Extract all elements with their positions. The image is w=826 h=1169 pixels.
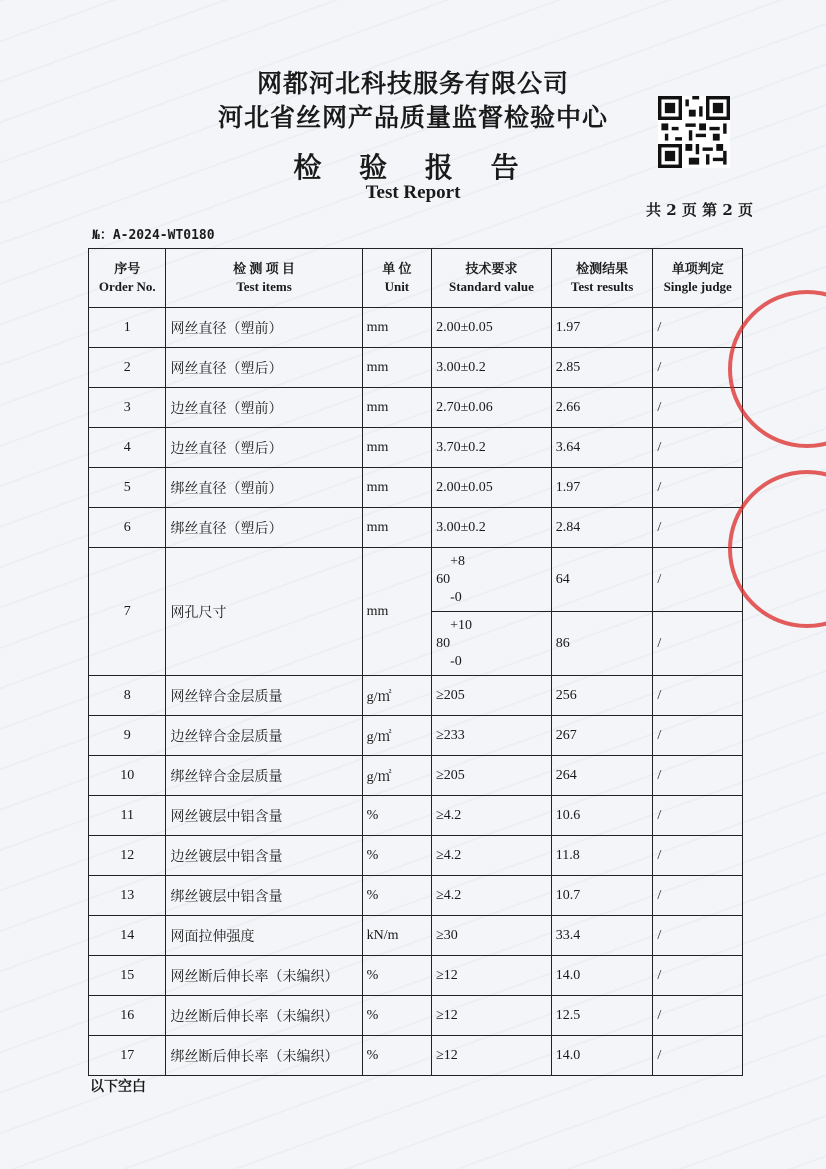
table-row (89, 428, 743, 468)
table-row (89, 836, 743, 876)
cell-order-no: 7 (89, 548, 166, 676)
standard-base: 60 (436, 571, 451, 587)
cell-result: 33.4 (551, 916, 653, 956)
cell-order-no: 12 (89, 836, 166, 876)
test-results-table (88, 248, 743, 1076)
cell-standard: ≥4.2 (432, 836, 552, 876)
table-row (89, 676, 743, 716)
standard-base: 80 (436, 635, 451, 651)
col-order-en: Order No. (98, 279, 156, 294)
cell-unit: mm (362, 508, 431, 548)
cell-test-item: 绑丝直径（塑后） (166, 508, 362, 548)
col-standard (432, 249, 552, 308)
cell-unit: mm (362, 348, 431, 388)
qr-code-icon (658, 96, 730, 168)
table-row (89, 468, 743, 508)
col-standard-en: Standard value (448, 279, 534, 294)
cell-judge: / (653, 996, 743, 1036)
cell-result: 11.8 (551, 836, 653, 876)
cell-unit: % (362, 996, 431, 1036)
standard-minus: -0 (450, 653, 462, 669)
cell-result: 2.85 (551, 348, 653, 388)
cell-standard: 3.00±0.2 (432, 348, 552, 388)
inspection-center-name: 河北省丝网产品质量监督检验中心 (217, 103, 608, 132)
cell-test-item: 网丝镀层中铝含量 (166, 796, 362, 836)
cell-judge: / (653, 676, 743, 716)
cell-result: 86 (551, 612, 653, 676)
cell-test-item: 网面拉伸强度 (166, 916, 362, 956)
cell-result: 64 (551, 548, 653, 612)
cell-order-no: 8 (89, 676, 166, 716)
cell-test-item: 边丝镀层中铝含量 (166, 836, 362, 876)
cell-standard: 2.00±0.05 (432, 468, 552, 508)
cell-test-item: 绑丝直径（塑前） (166, 468, 362, 508)
col-unit (362, 249, 431, 308)
cell-standard: 2.00±0.05 (432, 308, 552, 348)
table-row (89, 548, 743, 612)
cell-unit: % (362, 956, 431, 996)
table-row (89, 796, 743, 836)
cell-unit: % (362, 796, 431, 836)
col-judge-cn: 单项判定 (671, 261, 724, 276)
cell-unit: mm (362, 388, 431, 428)
cell-standard: 3.70±0.2 (432, 428, 552, 468)
cell-unit: % (362, 836, 431, 876)
cell-unit: g/㎡ (362, 756, 431, 796)
table-row (89, 508, 743, 548)
col-result-cn: 检测结果 (576, 261, 629, 276)
cell-judge: / (653, 956, 743, 996)
col-order-cn: 序号 (114, 261, 141, 276)
cell-judge: / (653, 548, 743, 612)
cell-standard: ≥205 (432, 756, 552, 796)
cell-judge: / (653, 508, 743, 548)
cell-test-item: 网孔尺寸 (166, 548, 362, 676)
cell-judge: / (653, 756, 743, 796)
cell-unit: mm (362, 468, 431, 508)
standard-minus: -0 (450, 589, 462, 605)
cell-standard: ≥205 (432, 676, 552, 716)
cell-test-item: 边丝锌合金层质量 (166, 716, 362, 756)
cell-standard: ≥12 (432, 956, 552, 996)
cell-result: 267 (551, 716, 653, 756)
cell-order-no: 6 (89, 508, 166, 548)
cell-unit: mm (362, 548, 431, 676)
cell-result: 10.6 (551, 796, 653, 836)
table-header-row (89, 249, 743, 308)
company-name: 网都河北科技服务有限公司 (256, 69, 569, 98)
cell-unit: g/㎡ (362, 716, 431, 756)
cell-result: 256 (551, 676, 653, 716)
cell-result: 2.66 (551, 388, 653, 428)
col-item-en: Test items (236, 279, 292, 294)
col-judge-en: Single judge (663, 279, 732, 294)
blank-below-note: 以下空白 (90, 1079, 146, 1095)
cell-order-no: 16 (89, 996, 166, 1036)
table-row (89, 756, 743, 796)
cell-order-no: 10 (89, 756, 166, 796)
standard-plus: +8 (450, 553, 465, 569)
report-number: №：A-2024-WT0180 (92, 228, 215, 243)
cell-order-no: 2 (89, 348, 166, 388)
cell-order-no: 1 (89, 308, 166, 348)
cell-unit: g/㎡ (362, 676, 431, 716)
cell-result: 14.0 (551, 956, 653, 996)
cell-test-item: 网丝直径（塑前） (166, 308, 362, 348)
cell-test-item: 边丝直径（塑前） (166, 388, 362, 428)
table-row (89, 348, 743, 388)
cell-result: 3.64 (551, 428, 653, 468)
col-item (166, 249, 362, 308)
cell-judge: / (653, 612, 743, 676)
col-item-cn: 检 测 项 目 (233, 261, 295, 276)
cell-result: 1.97 (551, 308, 653, 348)
cell-result: 264 (551, 756, 653, 796)
cell-order-no: 13 (89, 876, 166, 916)
table-row (89, 716, 743, 756)
cell-unit: % (362, 876, 431, 916)
cell-test-item: 网丝锌合金层质量 (166, 676, 362, 716)
cell-judge: / (653, 348, 743, 388)
cell-judge: / (653, 308, 743, 348)
table-row (89, 996, 743, 1036)
cell-judge: / (653, 716, 743, 756)
cell-result: 1.97 (551, 468, 653, 508)
report-title-en: Test Report (365, 182, 461, 203)
table-row (89, 1036, 743, 1076)
cell-test-item: 边丝断后伸长率（未编织） (166, 996, 362, 1036)
table-row (89, 876, 743, 916)
cell-unit: kN/m (362, 916, 431, 956)
cell-judge: / (653, 428, 743, 468)
cell-standard: ≥4.2 (432, 876, 552, 916)
table-row (89, 956, 743, 996)
col-standard-cn: 技术要求 (465, 261, 518, 276)
table-row (89, 916, 743, 956)
cell-result: 10.7 (551, 876, 653, 916)
cell-standard: ≥30 (432, 916, 552, 956)
col-unit-en: Unit (384, 279, 410, 294)
cell-judge: / (653, 876, 743, 916)
standard-plus: +10 (450, 617, 472, 633)
cell-judge: / (653, 388, 743, 428)
cell-order-no: 3 (89, 388, 166, 428)
col-result (551, 249, 653, 308)
cell-order-no: 5 (89, 468, 166, 508)
cell-test-item: 绑丝断后伸长率（未编织） (166, 1036, 362, 1076)
col-result-en: Test results (570, 279, 634, 294)
cell-order-no: 17 (89, 1036, 166, 1076)
cell-standard (432, 612, 552, 676)
cell-judge: / (653, 836, 743, 876)
cell-order-no: 11 (89, 796, 166, 836)
cell-test-item: 绑丝锌合金层质量 (166, 756, 362, 796)
col-judge (653, 249, 743, 308)
cell-judge: / (653, 1036, 743, 1076)
cell-judge: / (653, 796, 743, 836)
cell-result: 12.5 (551, 996, 653, 1036)
cell-test-item: 边丝直径（塑后） (166, 428, 362, 468)
page-count: 共 2 页 第 2 页 (646, 201, 753, 219)
cell-standard: ≥4.2 (432, 796, 552, 836)
cell-result: 14.0 (551, 1036, 653, 1076)
cell-test-item: 绑丝镀层中铝含量 (166, 876, 362, 916)
cell-standard: ≥12 (432, 1036, 552, 1076)
col-unit-cn: 单 位 (382, 261, 412, 276)
report-title-cn: 检 验 报 告 (293, 151, 533, 184)
table-row (89, 388, 743, 428)
cell-order-no: 15 (89, 956, 166, 996)
cell-order-no: 4 (89, 428, 166, 468)
col-order (89, 249, 166, 308)
cell-judge: / (653, 916, 743, 956)
cell-test-item: 网丝断后伸长率（未编织） (166, 956, 362, 996)
cell-unit: mm (362, 308, 431, 348)
cell-judge: / (653, 468, 743, 508)
cell-standard: 2.70±0.06 (432, 388, 552, 428)
cell-result: 2.84 (551, 508, 653, 548)
cell-standard (432, 548, 552, 612)
cell-standard: 3.00±0.2 (432, 508, 552, 548)
cell-unit: mm (362, 428, 431, 468)
cell-standard: ≥233 (432, 716, 552, 756)
cell-order-no: 9 (89, 716, 166, 756)
cell-unit: % (362, 1036, 431, 1076)
cell-test-item: 网丝直径（塑后） (166, 348, 362, 388)
cell-order-no: 14 (89, 916, 166, 956)
cell-standard: ≥12 (432, 996, 552, 1036)
table-row (89, 308, 743, 348)
